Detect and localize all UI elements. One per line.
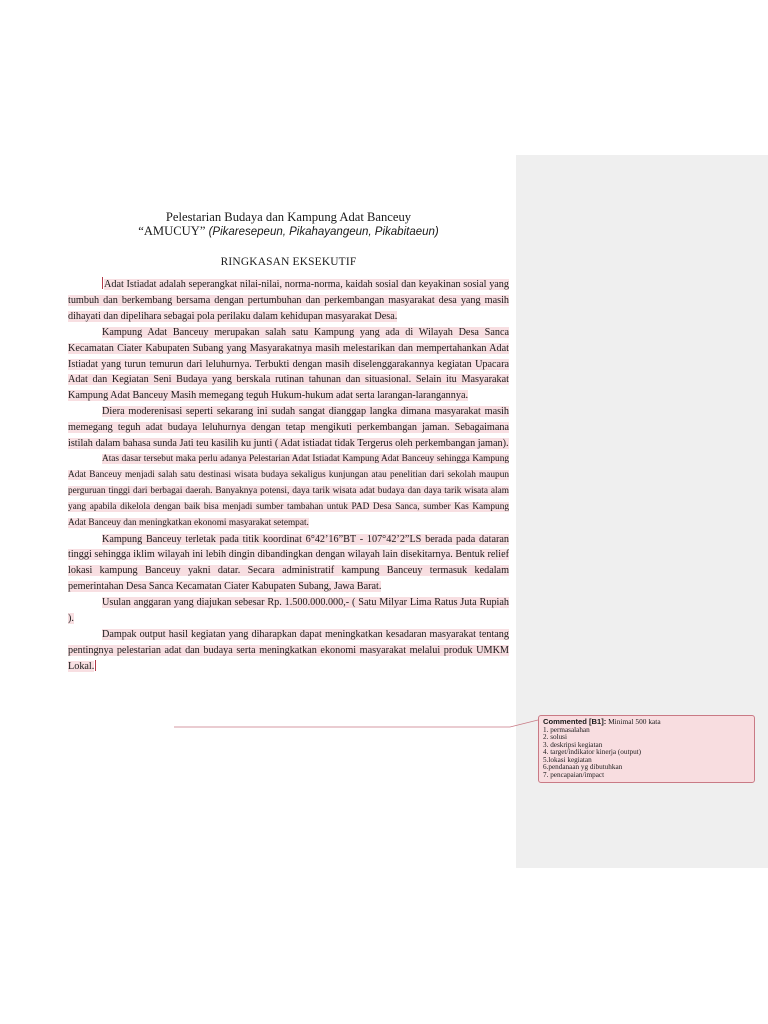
comment-list-item: 6.pendanaan yg dibutuhkan <box>543 763 623 771</box>
paragraph <box>68 404 509 452</box>
paragraph-text: Diera moderenisasi seperti sekarang ini sudah sangat dianggap langka dimana masyarakat masih memegang teguh adat budaya leluhurnya dengan tetap mengikuti perkembangan jaman. Sebagaimana istilah dalam bahasa sunda Jati teu kasilih ku junti ( Adat istiadat tidak Tergerus oleh perkembangan jaman). <box>68 406 509 450</box>
subtitle-quoted: “AMUCUY” <box>138 224 206 238</box>
comment-label: Commented [B1]: <box>543 717 607 726</box>
subtitle-italic: (Pikaresepeun, Pikahayangeun, Pikabitaeun) <box>208 226 439 238</box>
comment-balloon[interactable] <box>538 715 755 783</box>
paragraph <box>68 325 509 405</box>
paragraph-text: Kampung Banceuy terletak pada titik koordinat 6°42’16”BT - 107°42’2”LS berada pada dataran tinggi sehingga iklim wilayah ini lebih dingin dibandingkan dengan wilayah lain disekitarnya. Bentuk relief lokasi kampung Banceuy yakni datar. Secara administratif kampung Banceuy termasuk kedalam pemerintahan Desa Sanca Kecamatan Ciater Kabupaten Subang, Jawa Barat. <box>68 533 509 593</box>
paragraph <box>68 452 509 532</box>
comment-range-end-marker <box>95 660 96 671</box>
section-heading: RINGKASAN EKSEKUTIF <box>220 256 357 268</box>
document-title: Pelestarian Budaya dan Kampung Adat Banceuy <box>165 210 412 224</box>
document-subtitle <box>68 224 509 239</box>
document-title-block <box>68 210 509 239</box>
paragraph <box>68 627 509 675</box>
paragraph <box>68 277 509 325</box>
comment-list-item: 4. target/indikator kinerja (output) <box>543 748 642 756</box>
paragraph-text: Dampak output hasil kegiatan yang diharapkan dapat meningkatkan kesadaran masyarakat tentang pentingnya pelestarian adat dan budaya serta meningkatkan ekonomi masyarakat melalui produk UMKM Lokal. <box>68 628 509 672</box>
comment-range-start-marker <box>102 277 103 289</box>
comment-margin-pane <box>516 0 768 1024</box>
paragraph-text: Atas dasar tersebut maka perlu adanya Pelestarian Adat Istiadat Kampung Adat Banceuy sehingga Kampung Adat Banceuy menjadi salah satu destinasi wisata budaya sekaligus kunjungan atau penelitian dari sekolah maupun perguruan tinggi dari berbagai daerah. Banyaknya potensi, daya tarik wisata adat budaya dan daya tarik wisata alam yang apabila dikelola dengan baik bisa menjadi sumber tambahan untuk PAD Desa Sanca, sumber Kas Kampung Adat Banceuy dan meningkatkan ekonomi masyarakat setempat. <box>68 453 509 528</box>
comment-text: Minimal 500 kata <box>608 717 661 726</box>
comment-list-item: 7. pencapaian/impact <box>543 770 605 779</box>
paragraph-text: Adat Istiadat adalah seperangkat nilai-nilai, norma-norma, kaidah sosial dan keyakinan sosial yang tumbuh dan berkembang bersama dengan pertumbuhan dan perkembangan masyarakat desa yang masih dihayati dan dipelihara sebagai pola perilaku dalam kehidupan masyarakat Desa. <box>68 279 509 322</box>
comment-list-item: 3. deskripsi kegiatan <box>543 740 603 749</box>
comment-list-item: 1. permasalahan <box>543 725 590 734</box>
document-body[interactable] <box>68 277 509 675</box>
paragraph-text: Usulan anggaran yang diajukan sebesar Rp. 1.500.000.000,- ( Satu Milyar Lima Ratus Juta Rupiah ). <box>68 597 509 625</box>
comment-list-item: 5.lokasi kegiatan <box>543 755 592 764</box>
comment-list-item: 2. solusi <box>543 733 567 741</box>
paragraph <box>68 595 509 627</box>
paragraph <box>68 532 509 596</box>
paragraph-text: Kampung Adat Banceuy merupakan salah satu Kampung yang ada di Wilayah Desa Sanca Kecamatan Ciater Kabupaten Subang yang Masyarakatnya masih melestarikan dan mempertahankan Adat Istiadat yang turun temurun dari leluhurnya. Terbukti dengan masih diselenggarakannya kegiatan Upacara Adat dan Kegiatan Seni Budaya yang berskala rutinan tahunan dan situasional. Selain itu Masyarakat Kampung Adat Banceuy Masih memegang teguh Hukum-hukum adat serta larangan-larangannya. <box>68 326 509 402</box>
